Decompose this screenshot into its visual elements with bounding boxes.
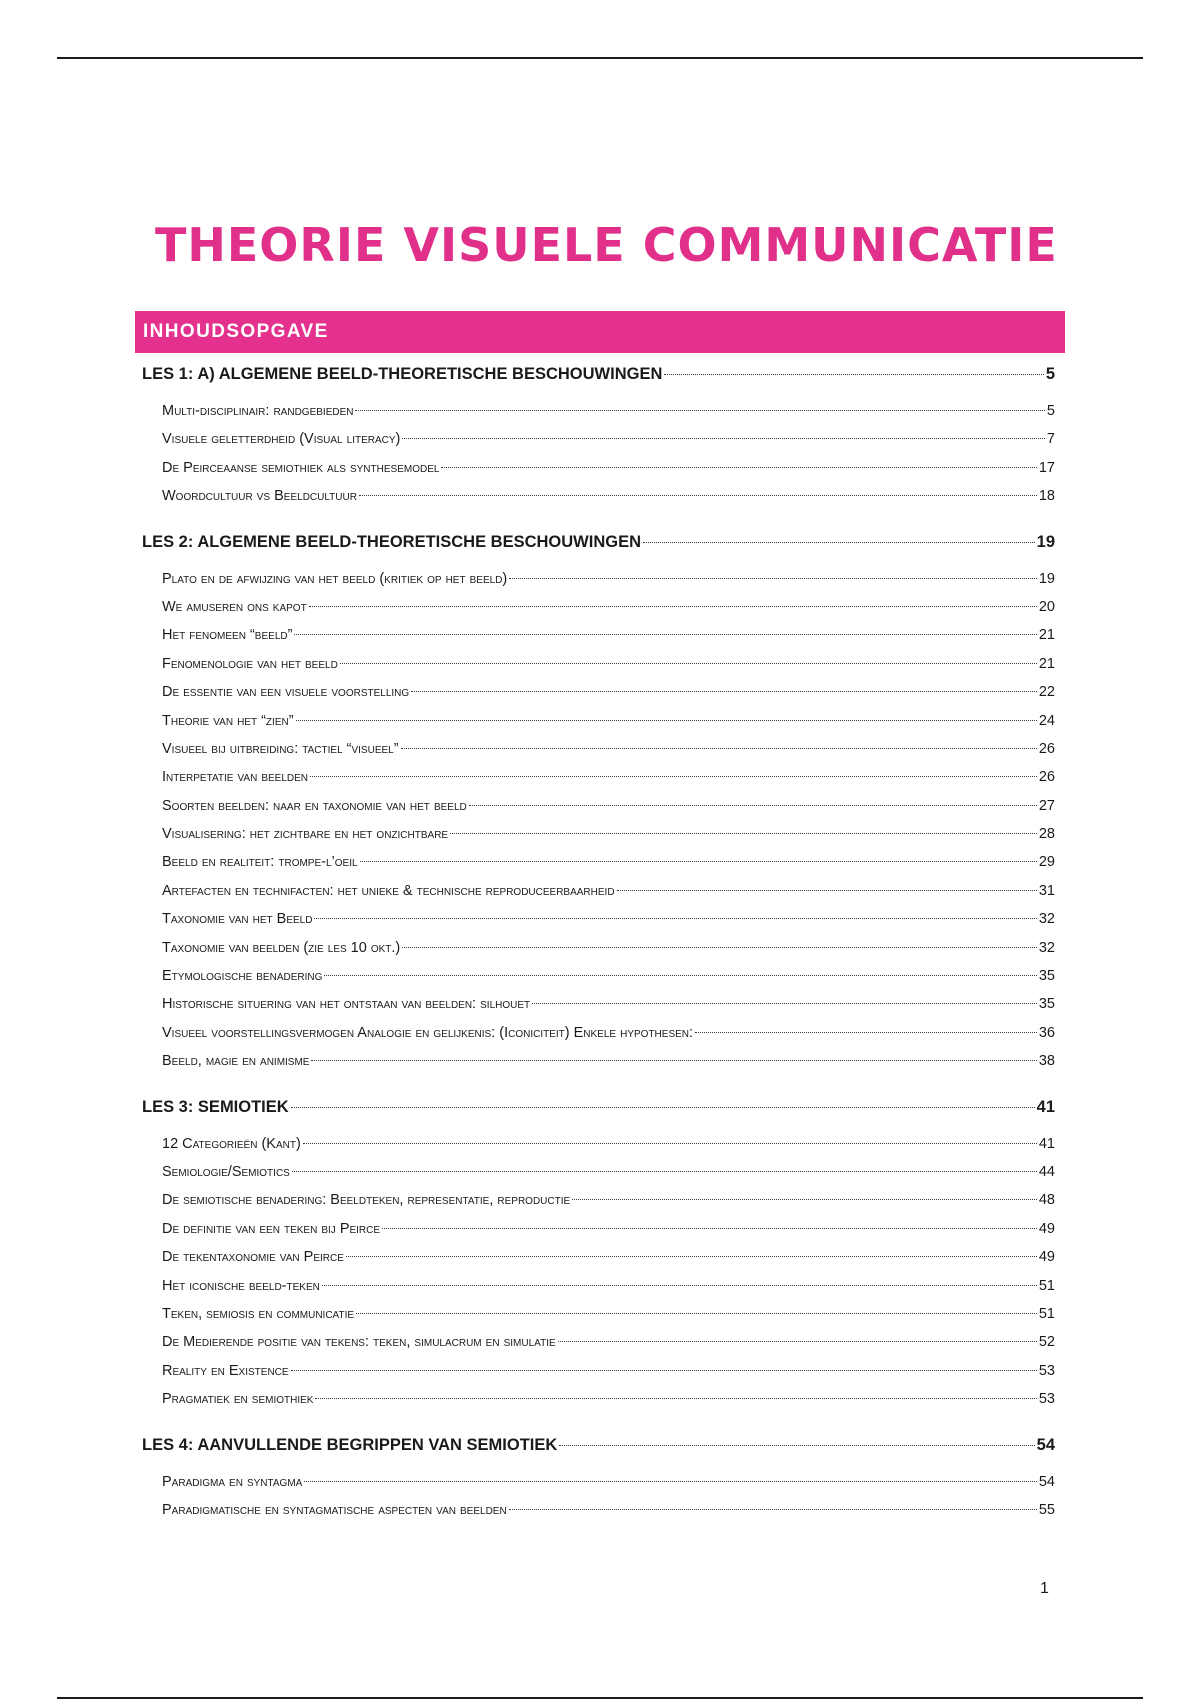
toc-section[interactable] [162,627,1055,655]
toc-page-number: 53 [1038,1362,1055,1379]
toc-page-number: 27 [1038,797,1055,814]
dot-leader [441,467,1036,468]
dot-leader [411,691,1037,692]
dot-leader [382,1228,1037,1229]
toc-section-title: Paradigmatische en syntagmatische aspecten van beelden [162,1501,507,1518]
toc-chapter-les-3[interactable] [142,1098,1055,1122]
toc-chapter-title: LES 2: ALGEMENE BEELD-THEORETISCHE BESCHOUWINGEN [142,532,642,551]
toc-section[interactable] [162,1278,1055,1306]
toc-section-title: Visueel bij uitbreiding: tactiel “visueel” [162,740,399,757]
toc-section-title: Het iconische beeld-teken [162,1277,320,1294]
toc-section[interactable] [162,911,1055,939]
header-rule [57,57,1143,59]
toc-chapter-les-2[interactable] [142,533,1055,557]
toc-page-number: 35 [1038,996,1055,1013]
toc-section-title: Historische situering van het ontstaan van beelden: silhouet [162,996,531,1013]
toc-section[interactable] [162,1391,1055,1419]
toc-page-number: 35 [1038,968,1055,985]
toc-page-number: 19 [1038,570,1055,587]
toc-section[interactable] [162,713,1055,741]
dot-leader [509,578,1037,579]
toc-section[interactable] [162,1363,1055,1391]
toc-heading: INHOUDSOPGAVE [143,321,329,342]
toc-section[interactable] [162,684,1055,712]
toc-section-title: Etymologische benadering [162,968,323,985]
dot-leader [355,410,1044,411]
toc-page-number: 32 [1038,911,1055,928]
toc-section-title: Interpetatie van beelden [162,769,309,786]
toc-page-number: 38 [1038,1053,1055,1070]
dot-leader [310,776,1037,777]
dot-leader [532,1003,1037,1004]
dot-leader [294,634,1036,635]
toc-section-title: Plato en de afwijzing van het beeld (kritiek op het beeld) [162,570,508,587]
dot-leader [303,1143,1037,1144]
dot-leader [572,1199,1037,1200]
dot-leader [296,720,1037,721]
dot-leader [340,663,1037,664]
toc-section-title: Artefacten en technifacten: het unieke & technische reproduceerbaarheid [162,882,615,899]
dot-leader [324,975,1036,976]
toc-section[interactable] [162,488,1055,516]
dot-leader [315,1398,1036,1399]
toc-section[interactable] [162,1164,1055,1192]
toc-heading-banner [135,311,1065,353]
toc-section-title: De Medierende positie van tekens: teken, simulacrum en simulatie [162,1334,556,1351]
toc-section[interactable] [162,826,1055,854]
toc-section-title: Beeld, magie en animisme [162,1053,310,1070]
toc-section[interactable] [162,1025,1055,1053]
dot-leader [559,1445,1034,1446]
toc-page-number: 32 [1038,939,1055,956]
dot-leader [402,947,1037,948]
dot-leader [304,1481,1037,1482]
toc-page-number: 21 [1038,655,1055,672]
toc-section[interactable] [162,403,1055,431]
toc-page-number: 54 [1036,1435,1055,1454]
toc-section-title: De Peirceaanse semiothiek als synthesemodel [162,459,440,476]
footer-rule [57,1697,1143,1699]
dot-leader [322,1285,1037,1286]
toc-section[interactable] [162,996,1055,1024]
toc-page-number: 26 [1038,769,1055,786]
toc-section[interactable] [162,1249,1055,1277]
toc-section[interactable] [162,431,1055,459]
toc-chapter-title: LES 3: SEMIOTIEK [142,1097,289,1116]
toc-section-title: Teken, semiosis en communicatie [162,1305,355,1322]
dot-leader [346,1256,1037,1257]
toc-section[interactable] [162,1306,1055,1334]
toc-section-title: Pragmatiek en semiothiek [162,1391,314,1408]
dot-leader [509,1509,1037,1510]
toc-page-number: 49 [1038,1220,1055,1237]
toc-section-title: Woordcultuur vs Beeldcultuur [162,488,357,505]
toc-page-number: 54 [1038,1473,1055,1490]
toc-page-number: 52 [1038,1334,1055,1351]
toc-page-number: 28 [1038,826,1055,843]
toc-section[interactable] [162,798,1055,826]
toc-chapter-title: LES 1: A) ALGEMENE BEELD-THEORETISCHE BESCHOUWINGEN [142,365,663,383]
toc-page-number: 48 [1038,1192,1055,1209]
toc-page-number: 5 [1045,365,1055,383]
toc-page-number: 7 [1046,431,1055,448]
toc-page-number: 20 [1038,598,1055,615]
toc-section-title: Visuele geletterdheid (Visual literacy) [162,431,401,448]
toc-section-title: De tekentaxonomie van Peirce [162,1249,344,1266]
dot-leader [309,606,1037,607]
toc-section-title: Theorie van het “zien” [162,712,294,729]
toc-page-number: 41 [1036,1097,1055,1116]
dot-leader [558,1341,1037,1342]
dot-leader [402,438,1045,439]
dot-leader [311,1060,1036,1061]
dot-leader [664,374,1043,375]
dot-leader [695,1032,1037,1033]
toc-section-title: Reality en Existence [162,1362,289,1379]
toc-section-title: Soorten beelden: naar en taxonomie van het beeld [162,797,467,814]
dot-leader [450,833,1037,834]
page-number: 1 [1040,1580,1049,1597]
toc-page-number: 51 [1038,1305,1055,1322]
toc-section-title: Beeld en realiteit: trompe-l’oeil [162,854,358,871]
toc-page-number: 5 [1046,403,1055,419]
toc-section-title: Taxonomie van het Beeld [162,911,313,928]
toc-section[interactable] [162,1221,1055,1249]
toc-page-number: 17 [1038,459,1055,476]
toc-chapter-les-1[interactable] [142,365,1055,389]
toc-section-title: De essentie van een visuele voorstelling [162,684,410,701]
toc-section-title: De definitie van een teken bij Peirce [162,1220,381,1237]
toc-section[interactable] [162,1192,1055,1220]
toc-section-title: Visualisering: het zichtbare en het onzichtbare [162,826,449,843]
toc-page-number: 51 [1038,1277,1055,1294]
toc-page-number: 41 [1038,1135,1055,1152]
toc-chapter-les-4[interactable] [142,1436,1055,1460]
toc-section[interactable] [162,1053,1055,1081]
toc-section[interactable] [162,883,1055,911]
toc-section-title: Het fenomeen “beeld” [162,627,293,644]
toc-section[interactable] [162,741,1055,769]
toc-page-number: 36 [1038,1024,1055,1041]
toc-section-title: Multi-disciplinair: randgebieden [162,403,354,419]
toc-section[interactable] [162,656,1055,684]
dot-leader [314,918,1036,919]
dot-leader [360,861,1037,862]
toc-page-number: 21 [1038,627,1055,644]
toc-page-number: 29 [1038,854,1055,871]
document-title: THEORIE VISUELE COMMUNICATIE [155,218,1058,272]
toc-page-number: 24 [1038,712,1055,729]
toc-section[interactable] [162,571,1055,599]
toc-section[interactable] [162,1334,1055,1362]
toc-chapter-title: LES 4: AANVULLENDE BEGRIPPEN VAN SEMIOTIEK [142,1435,558,1454]
toc-section[interactable] [162,1474,1055,1502]
dot-leader [643,542,1035,543]
toc-page-number: 18 [1038,488,1055,505]
dot-leader [291,1370,1037,1371]
dot-leader [291,1107,1035,1108]
toc-page-number: 55 [1038,1501,1055,1518]
toc-section-title: We amuseren ons kapot [162,598,307,615]
toc-page-number: 19 [1036,532,1055,551]
toc-section-title: Taxonomie van beelden (zie les 10 okt.) [162,939,401,956]
toc-section-title: Paradigma en syntagma [162,1473,303,1490]
toc-page-number: 22 [1038,684,1055,701]
toc-page-number: 31 [1038,882,1055,899]
toc-section-title: Semiologie/Semiotics [162,1163,290,1180]
dot-leader [359,495,1037,496]
toc-section[interactable] [162,940,1055,968]
toc-section[interactable] [162,854,1055,882]
toc-section-title: De semiotische benadering: Beeldteken, representatie, reproductie [162,1192,571,1209]
toc-section[interactable] [162,1502,1055,1530]
toc-section[interactable] [162,1136,1055,1164]
toc-section-title: Fenomenologie van het beeld [162,655,338,672]
dot-leader [356,1313,1037,1314]
toc-page-number: 53 [1038,1391,1055,1408]
dot-leader [292,1171,1037,1172]
toc-section-title: 12 Categorieën (Kant) [162,1135,301,1152]
toc-section[interactable] [162,460,1055,488]
toc-section-title: Visueel voorstellingsvermogen Analogie en gelijkenis: (Iconiciteit) Enkele hypothesen: [162,1024,694,1041]
dot-leader [401,748,1037,749]
dot-leader [469,805,1037,806]
toc-section[interactable] [162,769,1055,797]
toc-page-number: 44 [1038,1163,1055,1180]
dot-leader [617,890,1037,891]
toc-page-number: 49 [1038,1249,1055,1266]
toc-section[interactable] [162,599,1055,627]
table-of-contents [142,365,1055,1530]
toc-page-number: 26 [1038,740,1055,757]
toc-section[interactable] [162,968,1055,996]
